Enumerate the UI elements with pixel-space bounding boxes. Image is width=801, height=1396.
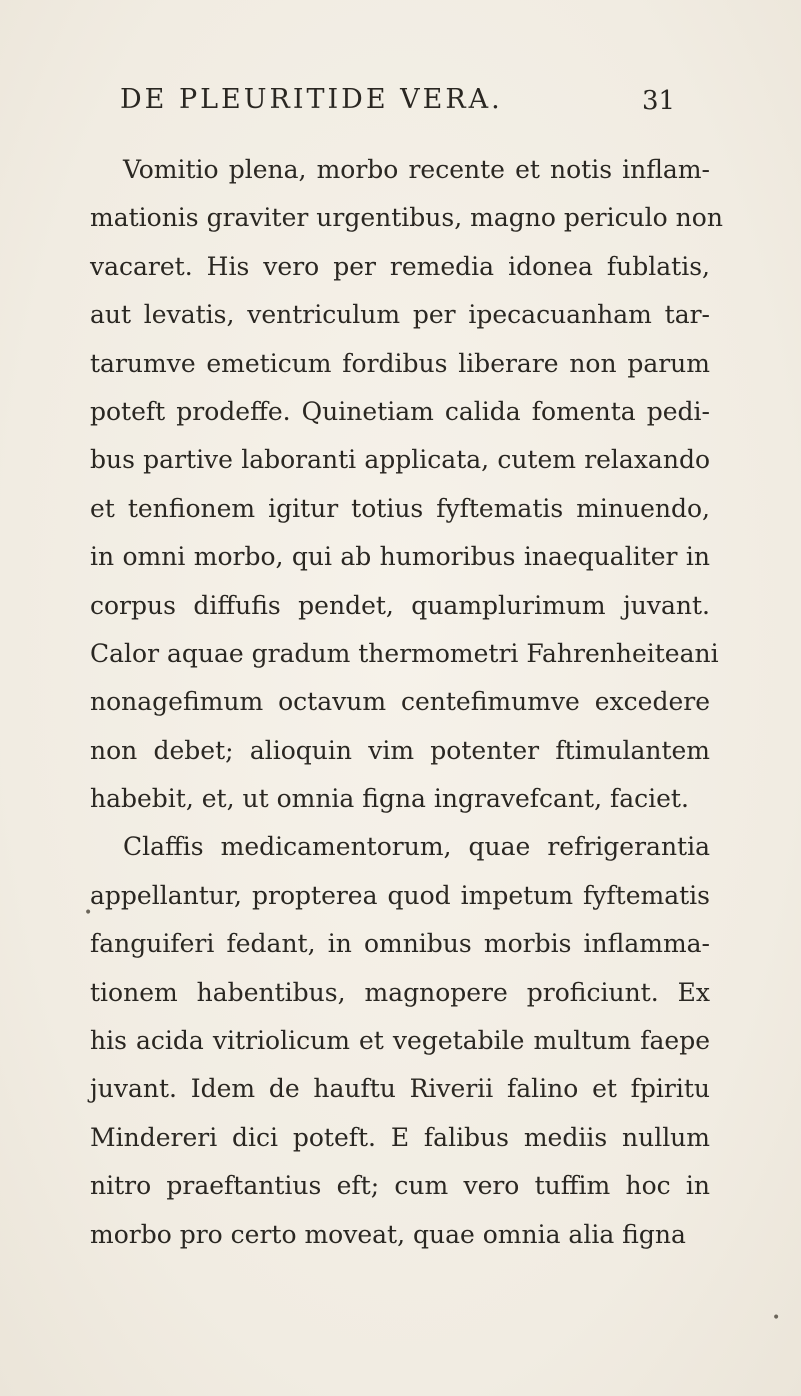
text-line: in omni morbo, qui ab humoribus inaequaliter in [90, 542, 710, 572]
text-line: fanguiferi fedant, in omnibus morbis inflamma- [90, 929, 710, 959]
page-header [120, 84, 680, 124]
text-line: nitro praeftantius eft; cum vero tuffim hoc in [90, 1171, 710, 1201]
text-line: poteft prodeffe. Quinetiam calida fomenta pedi- [90, 396, 710, 426]
text-line: morbo pro certo moveat, quae omnia alia figna [90, 1219, 686, 1249]
text-line: corpus diffufis pendet, quamplurimum juvant. [90, 590, 710, 620]
text-line: et tenfionem igitur totius fyftematis minuendo, [90, 493, 710, 523]
page-number: 31 [642, 86, 676, 116]
text-line: Vomitio plena, morbo recente et notis inflam- [123, 155, 710, 184]
text-line: Claffis medicamentorum, quae refrigerantia [123, 832, 710, 862]
stray-mark: • [772, 1310, 781, 1326]
text-line: non debet; alioquin vim potenter ftimulantem [90, 735, 710, 765]
text-line: aut levatis, ventriculum per ipecacuanham tar- [90, 300, 710, 330]
text-line: mationis graviter urgentibus, magno periculo non [90, 203, 723, 233]
text-line: his acida vitriolicum et vegetabile multum faepe [90, 1026, 710, 1056]
text-line: appellantur, propterea quod impetum fyftematis [90, 880, 710, 910]
text-line: bus partive laboranti applicata, cutem relaxando [90, 445, 710, 475]
body-text [90, 146, 723, 1259]
text-line: tionem habentibus, magnopere proficiunt. Ex [90, 977, 710, 1007]
text-line: nonagefimum octavum centefimumve excedere [90, 687, 710, 717]
running-head: DE PLEURITIDE VERA. [120, 84, 503, 115]
text-line: Mindereri dici poteft. E falibus mediis nullum [90, 1122, 710, 1152]
stray-mark: • [84, 905, 93, 921]
text-line: tarumve emeticum fordibus liberare non parum [90, 348, 710, 378]
text-line: Calor aquae gradum thermometri Fahrenheiteani [90, 638, 719, 668]
text-line: habebit, et, ut omnia figna ingravefcant, faciet. [90, 784, 689, 814]
text-line: vacaret. His vero per remedia idonea fublatis, [90, 251, 710, 281]
text-line: juvant. Idem de hauftu Riverii falino et fpiritu [90, 1074, 710, 1104]
